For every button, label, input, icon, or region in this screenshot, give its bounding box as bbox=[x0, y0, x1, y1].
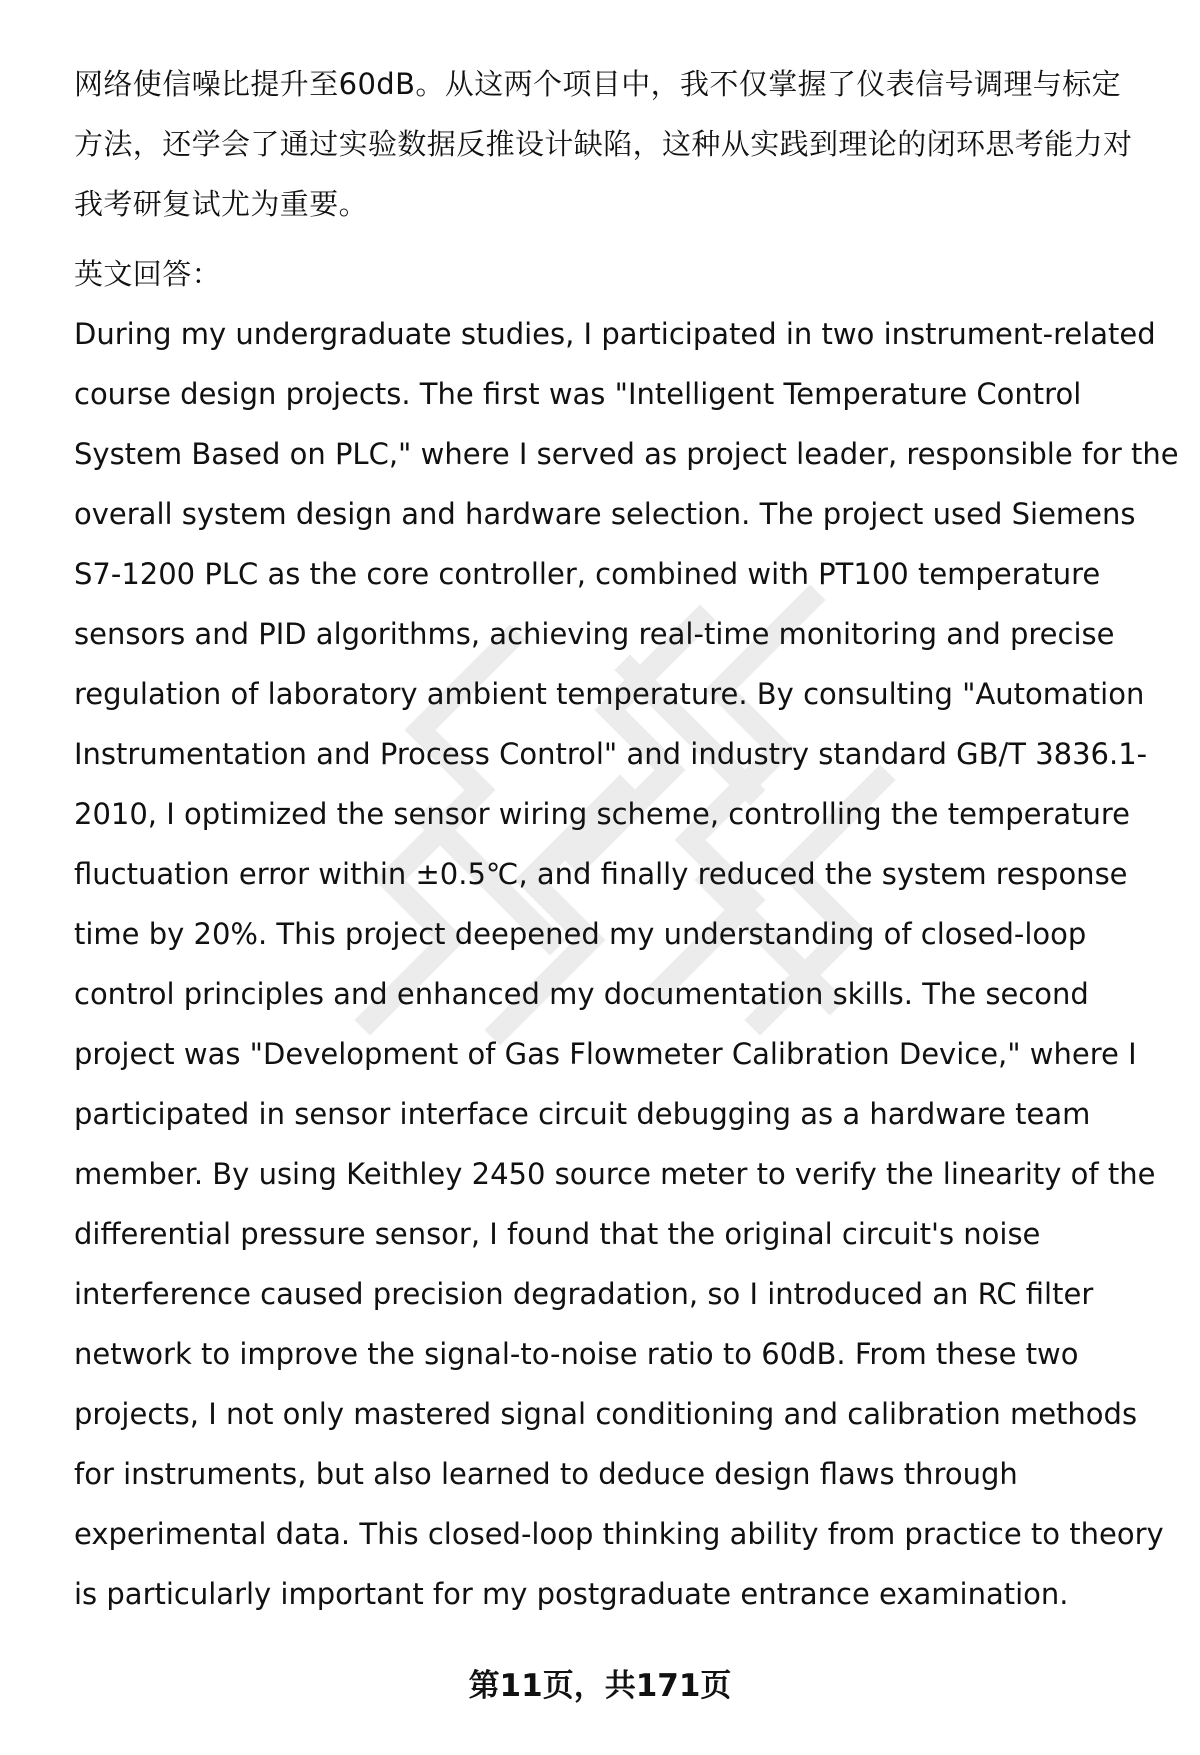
english-answer-line: participated in sensor interface circuit debugging as a hardware team bbox=[74, 1097, 1091, 1131]
english-answer-line: course design projects. The first was "Intelligent Temperature Control bbox=[74, 377, 1082, 411]
english-answer-line: for instruments, but also learned to deduce design flaws through bbox=[74, 1457, 1018, 1491]
english-answer-line: is particularly important for my postgraduate entrance examination. bbox=[74, 1577, 1069, 1611]
english-answer-line: During my undergraduate studies, I participated in two instrument-related bbox=[74, 317, 1156, 351]
english-answer-line: System Based on PLC," where I served as project leader, responsible for the bbox=[74, 437, 1179, 471]
english-answer-line: time by 20%. This project deepened my understanding of closed-loop bbox=[74, 917, 1087, 951]
english-answer-line: overall system design and hardware selection. The project used Siemens bbox=[74, 497, 1136, 531]
english-answer-line: project was "Development of Gas Flowmeter Calibration Device," where I bbox=[74, 1037, 1137, 1071]
page-number-footer: 第11页，共171页 bbox=[468, 1668, 732, 1704]
english-answer-line: Instrumentation and Process Control" and industry standard GB/T 3836.1- bbox=[74, 737, 1148, 771]
chinese-answer-line: 我考研复试尤为重要。 bbox=[74, 187, 369, 221]
english-answer-line: experimental data. This closed-loop thinking ability from practice to theory bbox=[74, 1517, 1164, 1551]
english-answer-line: S7-1200 PLC as the core controller, combined with PT100 temperature bbox=[74, 557, 1101, 591]
english-answer-line: member. By using Keithley 2450 source meter to verify the linearity of the bbox=[74, 1157, 1156, 1191]
chinese-answer-line: 网络使信噪比提升至60dB。从这两个项目中，我不仅掌握了仪表信号调理与标定 bbox=[74, 67, 1122, 101]
english-answer-line: differential pressure sensor, I found that the original circuit's noise bbox=[74, 1217, 1041, 1251]
chinese-answer-line: 方法，还学会了通过实验数据反推设计缺陷，这种从实践到理论的闭环思考能力对 bbox=[74, 127, 1133, 161]
english-answer-line: 2010, I optimized the sensor wiring scheme, controlling the temperature bbox=[74, 797, 1131, 831]
english-answer-line: fluctuation error within ±0.5℃, and finally reduced the system response bbox=[74, 857, 1128, 891]
document-body bbox=[74, 54, 1179, 1624]
english-answer-line: network to improve the signal-to-noise ratio to 60dB. From these two bbox=[74, 1337, 1079, 1371]
english-answer-line: control principles and enhanced my documentation skills. The second bbox=[74, 977, 1089, 1011]
english-answer-line: sensors and PID algorithms, achieving real-time monitoring and precise bbox=[74, 617, 1115, 651]
english-answer-heading: 英文回答： bbox=[74, 257, 222, 291]
english-answer-line: interference caused precision degradation, so I introduced an RC filter bbox=[74, 1277, 1094, 1311]
english-answer-line: projects, I not only mastered signal conditioning and calibration methods bbox=[74, 1397, 1138, 1431]
english-answer-line: regulation of laboratory ambient temperature. By consulting "Automation bbox=[74, 677, 1145, 711]
